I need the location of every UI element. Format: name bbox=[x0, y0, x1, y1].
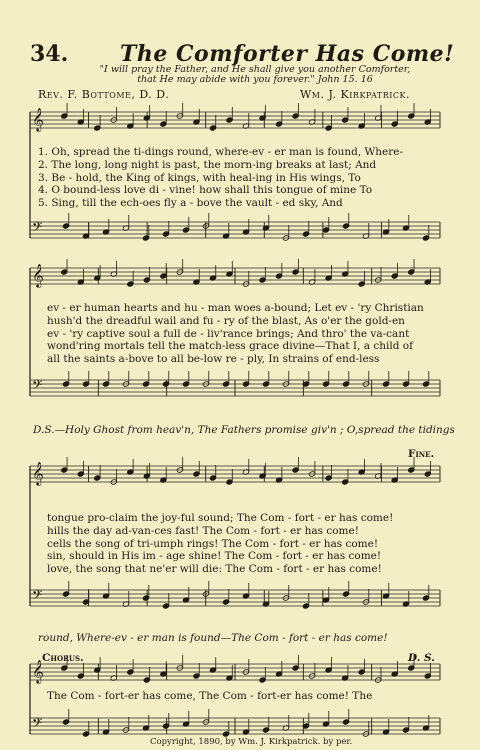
system2-bass-clef: 𝄢 bbox=[32, 377, 43, 396]
system3-bass-clef: 𝄢 bbox=[32, 587, 43, 606]
chorus-label: Chorus. bbox=[42, 652, 84, 664]
ds-marker: D. S. bbox=[408, 652, 435, 664]
verse-line: ev - 'ry captive soul a full de - liv'rance brings; And thro' the va-cant bbox=[47, 327, 410, 340]
composer-credit: Wm. J. Kirkpatrick. bbox=[300, 88, 411, 101]
verse-line: love, the song that ne'er will die: The Com - fort - er has come! bbox=[47, 563, 382, 576]
author-credit: Rev. F. Bottome, D. D. bbox=[38, 88, 170, 101]
system2-ds-line: D.S.—Holy Ghost from heav'n, The Fathers promise giv'n ; O,spread the tidings bbox=[33, 424, 455, 436]
verse-line: 1. Oh, spread the ti-dings round, where-ev - er man is found, Where- bbox=[38, 146, 404, 158]
system3-verses bbox=[47, 512, 393, 576]
system1-treble-clef: 𝄞 bbox=[32, 107, 44, 131]
verse-line: cells the song of tri-umph rings! The Com - fort - er has come! bbox=[47, 537, 379, 550]
verse-line: The Com - fort-er has come, The Com - fort-er has come! The bbox=[47, 690, 373, 702]
system4-verses bbox=[47, 690, 372, 703]
system4-treble-clef: 𝄞 bbox=[32, 659, 44, 683]
system1-verses bbox=[38, 146, 403, 210]
verse-line: all the saints a-bove to all be-low re - ply, In strains of end-less bbox=[47, 353, 380, 366]
system3-treble-clef: 𝄞 bbox=[32, 461, 44, 485]
system4-bass-clef: 𝄢 bbox=[32, 715, 43, 734]
verse-line: 2. The long, long night is past, the morn-ing breaks at last; And bbox=[38, 158, 377, 171]
verse-line: hills the day ad-van-ces fast! The Com - fort - er has come! bbox=[47, 524, 359, 537]
copyright-notice: Copyright, 1890, by Wm. J. Kirkpatrick. by per. bbox=[150, 737, 353, 747]
verse-line: sin, should in His im - age shine! The Com - fort - er has come! bbox=[47, 550, 382, 563]
hymn-number: 34. bbox=[30, 41, 69, 67]
system2-verses bbox=[47, 302, 424, 366]
scripture-line-2: that He may abide with you forever." John 15. 16 bbox=[137, 74, 373, 85]
verse-line: 3. Be - hold, the King of kings, with heal-ing in His wings, To bbox=[38, 171, 361, 184]
system2-treble-clef: 𝄞 bbox=[32, 263, 44, 287]
scripture-line-1: "I will pray the Father, and He shall give you another Comforter, bbox=[99, 64, 411, 75]
verse-line: tongue pro-claim the joy-ful sound; The Com - fort - er has come! bbox=[47, 512, 394, 524]
verse-line: ev - er human hearts and hu - man woes a-bound; Let ev - 'ry Christian bbox=[47, 302, 424, 314]
fine-marker: Fine. bbox=[408, 448, 435, 460]
verse-line: hush'd the dreadful wail and fu - ry of the blast, As o'er the gold-en bbox=[47, 314, 405, 327]
hymn-title: The Comforter Has Come! bbox=[120, 41, 455, 67]
system1-bass-clef: 𝄢 bbox=[32, 219, 43, 238]
verse-line: 4. O bound-less love di - vine! how shall this tongue of mine To bbox=[38, 184, 373, 197]
system3-ds-line: round, Where-ev - er man is found—The Com - fort - er has come! bbox=[38, 632, 388, 644]
verse-line: wond'ring mortals tell the match-less grace divine—That I, a child of bbox=[47, 340, 413, 353]
verse-line: 5. Sing, till the ech-oes fly a - bove the vault - ed sky, And bbox=[38, 197, 343, 210]
